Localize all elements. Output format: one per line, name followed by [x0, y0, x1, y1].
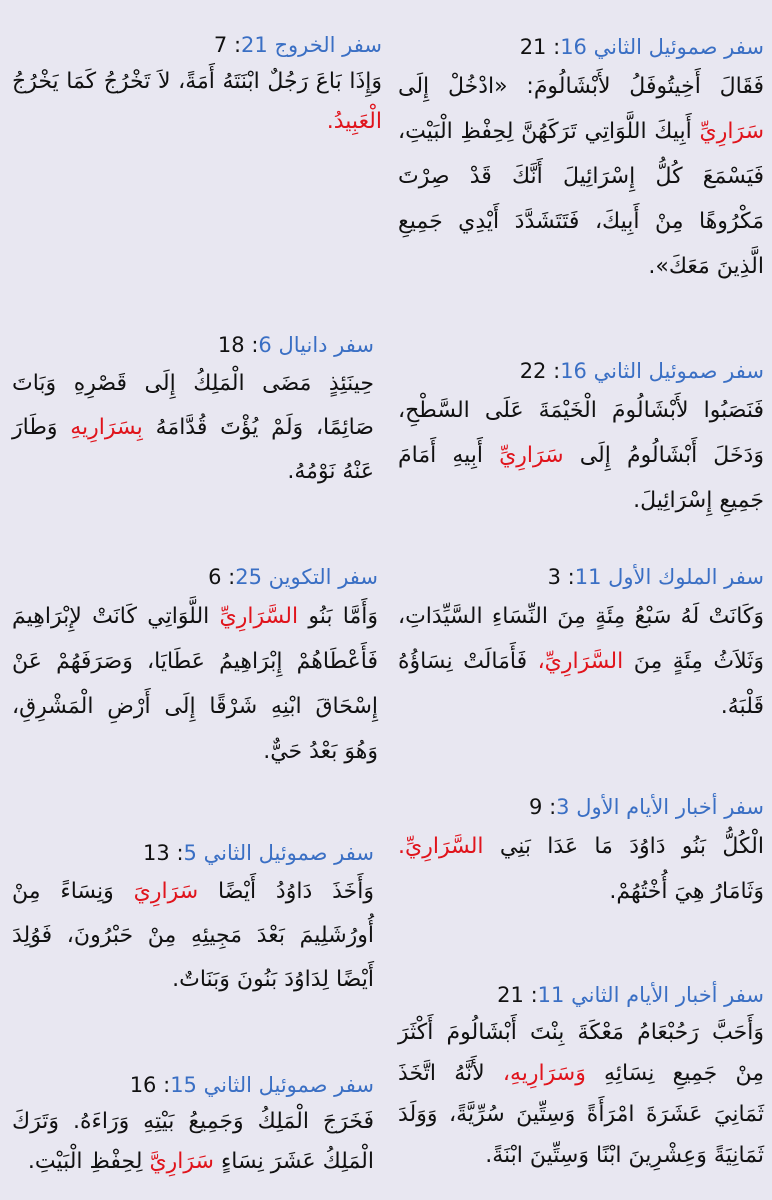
highlighted-word: السَّرَارِيِّ،	[537, 649, 624, 674]
chapter-number: 3	[556, 795, 570, 819]
book-name: سفر صموئيل الثاني	[593, 35, 764, 59]
verse-text	[12, 62, 382, 142]
verse-reference	[398, 32, 764, 62]
verse-card	[12, 562, 378, 774]
chapter-number: 16	[560, 359, 587, 383]
book-name: سفر أخبار الأيام الأول	[576, 795, 764, 819]
verse-reference	[398, 356, 764, 386]
verse-reference	[12, 1070, 374, 1100]
chapter-number: 11	[537, 983, 565, 1007]
verse-reference	[12, 838, 374, 868]
verse-text	[12, 1102, 374, 1182]
verse-text-segment: الْكُلُّ بَنُو دَاوُدَ مَا عَدَا بَنِي	[483, 834, 764, 859]
verse-text	[398, 388, 764, 523]
verse-text-segment: فَأَمَالَتْ نِسَاؤُهُ قَلْبَهُ.	[398, 649, 764, 719]
verse-text	[398, 64, 764, 289]
verse-text-segment: لِحِفْظِ الْبَيْتِ.	[27, 1149, 150, 1174]
verse-reference	[398, 792, 764, 822]
highlighted-word: سَرَارِيَ	[133, 879, 199, 904]
book-name: سفر الملوك الأول	[608, 565, 764, 589]
verse-text-segment: وَطَارَ عَنْهُ نَوْمُهُ.	[12, 415, 374, 484]
verse-text	[398, 1012, 764, 1176]
verse-text-segment: فَنَصَبُوا لأَبْشَالُومَ الْخَيْمَةَ عَلَى السَّطْحِ، وَدَخَلَ أَبْشَالُومُ إِلَى	[398, 398, 764, 468]
ref-separator: :	[163, 1073, 171, 1097]
verse-text	[398, 824, 764, 914]
verse-number: 9	[529, 795, 543, 819]
verse-card	[398, 562, 764, 729]
highlighted-word: سَرَارِيِّ	[699, 119, 764, 144]
verse-card	[12, 838, 374, 1002]
verse-text	[398, 594, 764, 729]
verse-number: 13	[143, 841, 170, 865]
verse-card	[12, 330, 374, 494]
ref-separator: :	[176, 841, 184, 865]
verse-reference	[12, 30, 382, 60]
verse-text-segment: حِينَئِذٍ مَضَى الْمَلِكُ إِلَى قَصْرِهِ وَبَاتَ صَائِمًا، وَلَمْ يُؤْتَ قُدَّامَهُ	[12, 371, 374, 440]
verse-text	[12, 362, 374, 494]
verse-number: 3	[547, 565, 561, 589]
verse-card	[398, 32, 764, 289]
verse-number: 6	[208, 565, 222, 589]
verse-text-segment: وَكَانَتْ لَهُ سَبْعُ مِئَةٍ مِنَ النِّسَاءِ السَّيِّدَاتِ، وَثَلاَثُ مِئَةٍ مِنَ	[398, 604, 764, 674]
verse-text-segment: أَبِيهِ أَمَامَ جَمِيعِ إِسْرَائِيلَ.	[398, 443, 764, 513]
book-name: سفر صموئيل الثاني	[593, 359, 764, 383]
chapter-number: 15	[170, 1073, 197, 1097]
highlighted-word: السَّرَارِيِّ	[219, 604, 299, 629]
verse-card	[398, 792, 764, 914]
ref-separator: :	[530, 983, 538, 1007]
verse-text-segment: فَقَالَ أَخِيتُوفَلُ لأَبْشَالُومَ: «ادْخُلْ إِلَى	[398, 74, 764, 99]
verse-card	[12, 1070, 374, 1182]
chapter-number: 16	[560, 35, 587, 59]
highlighted-word: وَسَرَارِيهِ،	[502, 1061, 586, 1086]
verse-reference	[12, 562, 378, 592]
chapter-number: 11	[574, 565, 602, 589]
ref-separator: :	[228, 565, 236, 589]
verse-text	[12, 594, 378, 774]
highlighted-word: سَرَارِيِّ	[499, 443, 564, 468]
chapter-number: 21	[241, 33, 268, 57]
verse-reference	[398, 980, 764, 1010]
verse-number: 21	[497, 983, 524, 1007]
chapter-number: 6	[258, 333, 272, 357]
ref-separator: :	[251, 333, 259, 357]
verse-number: 21	[519, 35, 547, 59]
book-name: سفر أخبار الأيام الثاني	[571, 983, 764, 1007]
verse-text-segment: وَثَامَارُ هِيَ أُخْتُهُمْ.	[609, 879, 764, 904]
verse-text	[12, 870, 374, 1002]
verse-card	[398, 980, 764, 1176]
ref-separator: :	[233, 33, 242, 57]
verse-number: 22	[519, 359, 547, 383]
verse-number: 16	[129, 1073, 157, 1097]
highlighted-word: الْعَبِيدُ.	[326, 109, 382, 134]
chapter-number: 5	[183, 841, 197, 865]
verse-text-segment: أَبِيكَ اللَّوَاتِي تَرَكَهُنَّ لِحِفْظِ الْبَيْتِ، فَيَسْمَعَ كُلُّ إِسْرَائِيلَ أَنَّكَ قَدْ صِرْتَ مَكْرُوهًا مِنْ أَبِيكَ، فَتَتَشَدَّدَ أَيْدِي جَمِيعِ الَّذِينَ مَعَكَ».	[398, 119, 764, 279]
book-name: سفر التكوين	[268, 565, 378, 589]
verse-text-segment: لأَنَّهُ اتَّخَذَ ثَمَانِيَ عَشَرَةَ امْرَأَةً وَسِتِّينَ سُرِّيَّةً، وَوَلَدَ ثَمَانِيَةً وَعِشْرِينَ ابْنًا وَسِتِّينَ ابْنَةً.	[398, 1061, 764, 1168]
highlighted-word: سَرَارِيَّ	[149, 1149, 214, 1174]
verse-text-segment: اللَّوَاتِي كَانَتْ لإِبْرَاهِيمَ فَأَعْطَاهُمْ إِبْرَاهِيمُ عَطَايَا، وَصَرَفَهُمْ عَنْ إِسْحَاقَ ابْنِهِ شَرْقًا إِلَى أَرْضِ الْمَشْرِقِ، وَهُوَ بَعْدُ حَيٌّ.	[12, 604, 378, 764]
right-column	[386, 0, 772, 1200]
book-name: سفر دانيال	[278, 333, 374, 357]
highlighted-word: بِسَرَارِيهِ	[70, 415, 143, 440]
verse-number: 7	[213, 33, 228, 57]
verse-reference	[398, 562, 764, 592]
book-name: سفر الخروج	[274, 33, 382, 57]
verse-text-segment: وَأَخَذَ دَاوُدُ أَيْضًا	[198, 879, 374, 904]
ref-separator: :	[549, 795, 557, 819]
book-name: سفر صموئيل الثاني	[203, 1073, 374, 1097]
verse-number: 18	[217, 333, 245, 357]
verse-text-segment: فَخَرَجَ الْمَلِكُ وَجَمِيعُ بَيْتِهِ وَرَاءَهُ. وَتَرَكَ الْمَلِكُ عَشَرَ نِسَاءٍ	[12, 1109, 374, 1174]
highlighted-word: السَّرَارِيِّ.	[398, 834, 484, 859]
verse-card	[398, 356, 764, 523]
verse-reference	[12, 330, 374, 360]
ref-separator: :	[567, 565, 575, 589]
verse-card	[12, 30, 382, 142]
verse-text-segment: وَأَمَّا بَنُو	[298, 604, 378, 629]
chapter-number: 25	[235, 565, 262, 589]
verse-text-segment: وَإِذَا بَاعَ رَجُلٌ ابْنَتَهُ أَمَةً، لاَ تَخْرُجُ كَمَا يَخْرُجُ	[12, 69, 382, 94]
ref-separator: :	[553, 359, 561, 383]
verse-text-segment: وَأَحَبَّ رَحُبْعَامُ مَعْكَةَ بِنْتَ أَبْشَالُومَ أَكْثَرَ مِنْ جَمِيعِ نِسَائِهِ	[398, 1020, 765, 1086]
verse-text-segment: وَنِسَاءً مِنْ أُورُشَلِيمَ بَعْدَ مَجِيئِهِ مِنْ حَبْرُونَ، فَوُلِدَ أَيْضًا لِدَاوُدَ بَنُونَ وَبَنَاتٌ.	[12, 879, 374, 992]
ref-separator: :	[553, 35, 561, 59]
book-name: سفر صموئيل الثاني	[203, 841, 374, 865]
